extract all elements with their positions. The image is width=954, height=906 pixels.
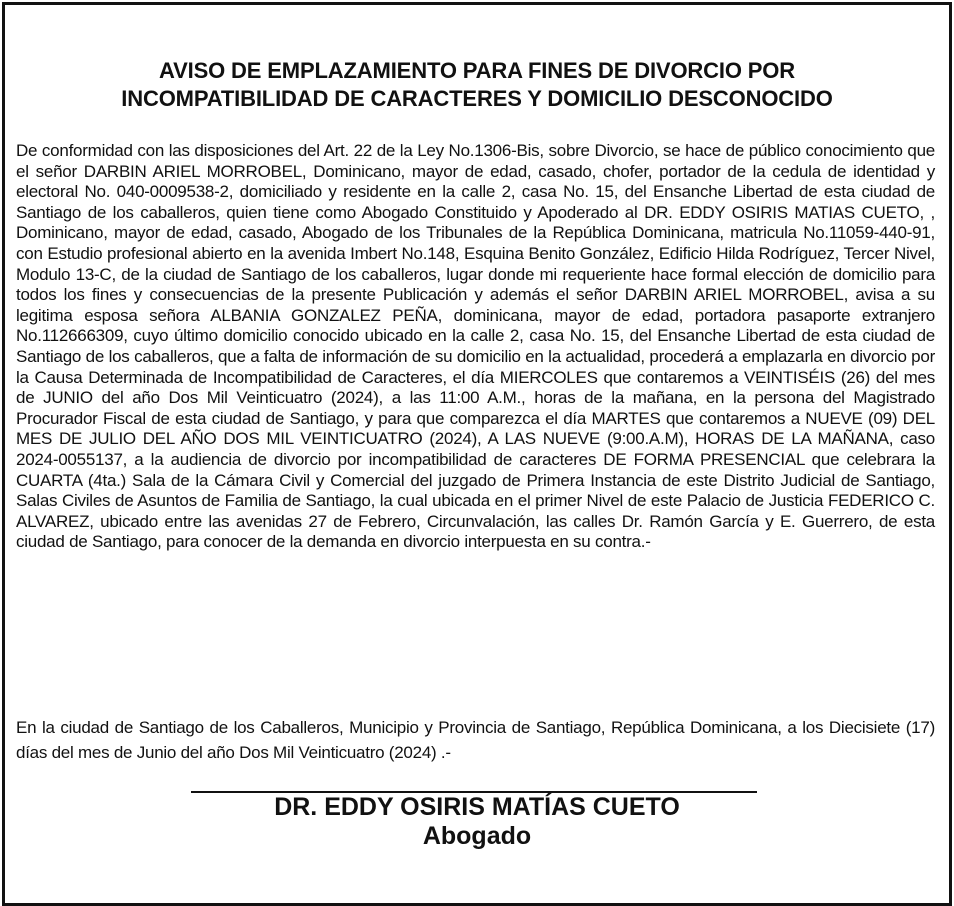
notice-title [20,57,934,113]
signature-title: Abogado [422,822,532,850]
notice-body: De conformidad con las disposiciones del Art. 22 de la Ley No.1306-Bis, sobre Divorcio, se hace de público conocimiento que el señor DARBIN ARIEL MORROBEL, Dominicano, mayor de edad, casado, chofer, portador de la cedula de identidad y electoral No. 040-0009538-2, domiciliado y residente en la calle 2, casa No. 15, del Ensanche Libertad de esta ciudad de Santiago de los caballeros, quien tiene como Abogado Constituido y Apoderado al DR. EDDY OSIRIS MATIAS CUETO, , Dominicano, mayor de edad, casado, Abogado de los Tribunales de la República Dominicana, matricula No.11059-440-91, con Estudio profesional abierto en la avenida Imbert No.148, Esquina Benito González, Edificio Hilda Rodríguez, Tercer Nivel, Modulo 13-C, de la ciudad de Santiago de los caballeros, lugar donde mi requeriente hace formal elección de domicilio para todos los fines y consecuencias de la presente Publicación y además el señor DARBIN ARIEL MORROBEL, avisa a su legitima esposa señora ALBANIA GONZALEZ PEÑA, dominicana, mayor de edad, portadora pasaporte extranjero No.112666309, cuyo último domicilio conocido ubicado en la calle 2, casa No. 15, del Ensanche Libertad de esta ciudad de Santiago de los caballeros, que a falta de información de su domicilio en la actualidad, procederá a emplazarla en divorcio por la Causa Determinada de Incompatibilidad de Caracteres, el día MIERCOLES que contaremos a VEINTISÉIS (26) del mes de JUNIO del año Dos Mil Veinticuatro (2024), a las 11:00 A.M., horas de la mañana, en la persona del Magistrado Procurador Fiscal de esta ciudad de Santiago, y para que comparezca el día MARTES que contaremos a NUEVE (09) DEL MES DE JULIO DEL AÑO DOS MIL VEINTICUATRO (2024), A LAS NUEVE (9:00.A.M), HORAS DE LA MAÑANA, caso 2024-0055137, a la audiencia de divorcio por incompatibilidad de caracteres DE FORMA PRESENCIAL que celebrara la CUARTA (4ta.) Sala de la Cámara Civil y Comercial del juzgado de Primera Instancia de este Distrito Judicial de Santiago, Salas Civiles de Asuntos de Familia de Santiago, la cual ubicada en el primer Nivel de este Palacio de Justicia FEDERICO C. ALVAREZ, ubicado entre las avenidas 27 de Febrero, Circunvalación, las calles Dr. Ramón García y E. Guerrero, de esta ciudad de Santiago, para conocer de la demanda en divorcio interpuesta en su contra.- [16,141,935,552]
notice-title-line-2: INCOMPATIBILIDAD DE CARACTERES Y DOMICILIO DESCONOCIDO [121,86,833,111]
notice-title-line-1: AVISO DE EMPLAZAMIENTO PARA FINES DE DIVORCIO POR [159,58,795,83]
notice-closing: En la ciudad de Santiago de los Caballeros, Municipio y Provincia de Santiago, República Dominicana, a los Diecisiete (17) días del mes de Junio del año Dos Mil Veinticuatro (2024) .- [16,718,935,762]
signature-name: DR. EDDY OSIRIS MATÍAS CUETO [274,793,680,821]
